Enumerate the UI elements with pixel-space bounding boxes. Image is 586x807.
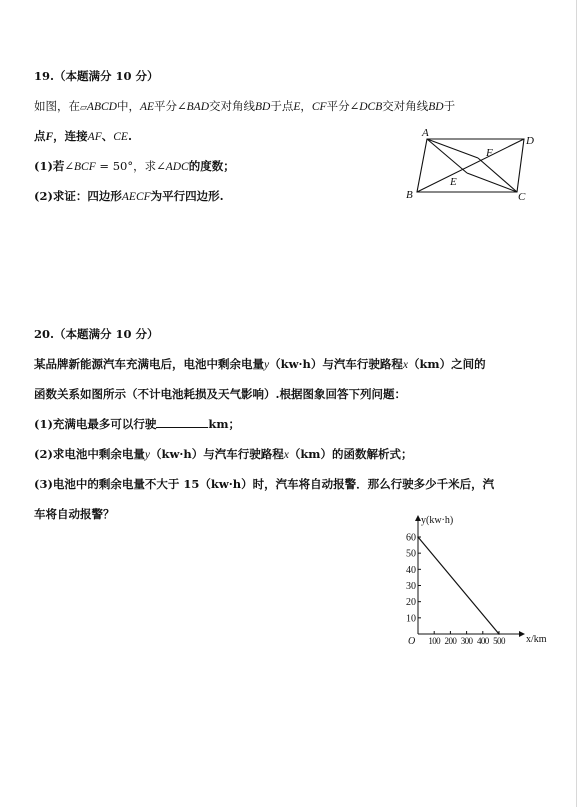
label-C: C — [518, 191, 526, 202]
label-D: D — [526, 135, 534, 147]
x-tick-label: 200 — [444, 636, 457, 646]
parallelogram-symbol: ▱ — [80, 103, 87, 113]
q20-part3-cont: 车将自动报警？ — [34, 507, 115, 521]
y-tick-label: 40 — [406, 564, 416, 576]
q20-header: 20.（本题满分 10 分） — [34, 327, 159, 341]
data-point — [417, 536, 419, 538]
y-tick-label: 10 — [406, 613, 416, 625]
q20-stem-line2: 函数关系如图所示（不计电池耗损及天气影响）.根据图象回答下列问题： — [34, 387, 406, 401]
x-tick-label: 500 — [493, 636, 505, 646]
segment-cf — [478, 158, 517, 192]
x-tick-label: 300 — [460, 636, 473, 646]
segment-ae — [427, 139, 467, 173]
parallelogram-figure — [400, 122, 550, 202]
x-axis-label: x/km — [526, 634, 547, 645]
y-axis-label: y(kw·h) — [421, 515, 454, 526]
y-tick-label: 20 — [406, 597, 416, 609]
y-tick-label: 30 — [406, 581, 416, 592]
x-tick-label: 400 — [476, 636, 489, 646]
y-tick-label: 60 — [406, 532, 416, 544]
label-A: A — [422, 127, 429, 139]
q19-header: 19.（本题满分 10 分） — [34, 69, 159, 83]
label-F: F — [486, 147, 493, 159]
label-E: E — [450, 176, 457, 188]
origin-label: O — [408, 636, 416, 647]
segment-ce — [467, 173, 517, 192]
q19-stem-line2: 点F，连接AF、CE. — [34, 129, 132, 143]
q20-part2: (2)求电池中剩余电量y（kw·h）与汽车行驶路程x（km）的函数解析式； — [34, 447, 413, 461]
label-B: B — [406, 189, 413, 201]
answer-blank[interactable] — [156, 416, 208, 428]
segment-af — [427, 139, 478, 158]
q20-part3: (3)电池中的剩余电量不大于 15（kw·h）时，汽车将自动报警．那么行驶多少千米后，汽 — [34, 477, 495, 491]
y-tick-label: 50 — [406, 548, 416, 560]
q19-stem-line1: 如图，在▱ABCD中，AE平分∠BAD交对角线BD于点E，CF平分∠DCB交对角线BD于 — [34, 99, 456, 113]
x-tick-label: 100 — [428, 636, 441, 646]
battery-chart — [396, 510, 556, 650]
data-point — [498, 633, 500, 635]
q20-part1: (1)充满电最多可以行驶 km； — [34, 417, 241, 431]
q20-stem-line1: 某品牌新能源汽车充满电后，电池中剩余电量y（kw·h）与汽车行驶路程x（km）之间的 — [34, 357, 486, 371]
page-edge — [576, 0, 577, 807]
q19-part1: (1)若∠BCF = 50°，求∠ADC的度数； — [34, 159, 235, 173]
q19-part2: (2)求证：四边形AECF为平行四边形. — [34, 189, 224, 203]
series-line — [418, 537, 499, 634]
